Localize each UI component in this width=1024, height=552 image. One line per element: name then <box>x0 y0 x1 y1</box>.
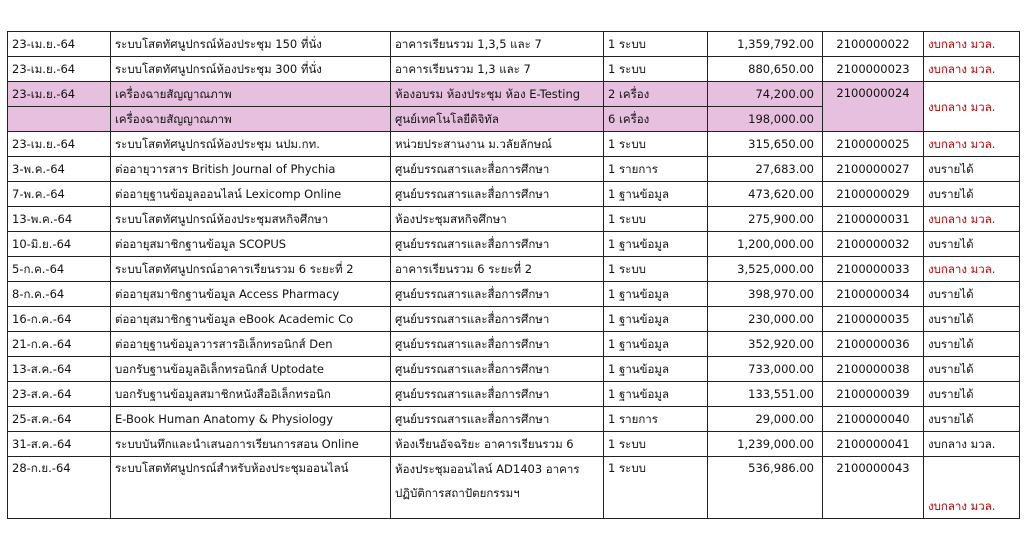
item-cell: ต่ออายุฐานข้อมูลวารสารอิเล็กทรอนิกส์ Den <box>111 332 391 357</box>
date-cell: 13-พ.ค.-64 <box>8 207 111 232</box>
quantity-cell: 1 ฐานข้อมูล <box>604 307 708 332</box>
item-cell: บอกรับฐานข้อมูลอิเล็กทรอนิกส์ Uptodate <box>111 357 391 382</box>
code-cell: 2100000024 <box>823 82 924 132</box>
quantity-cell: 1 ระบบ <box>604 32 708 57</box>
table-row <box>8 257 1020 282</box>
amount-cell: 74,200.00 <box>708 82 823 107</box>
table-row <box>8 332 1020 357</box>
code-cell: 2100000025 <box>823 132 924 157</box>
amount-cell: 352,920.00 <box>708 332 823 357</box>
item-cell: ต่ออายุวารสาร British Journal of Phychia <box>111 157 391 182</box>
budget-source-cell: งบรายได้ <box>924 357 1020 382</box>
location-cell: ศูนย์บรรณสารและสื่อการศึกษา <box>391 407 604 432</box>
item-cell: ระบบโสตทัศนูปกรณ์ห้องประชุม 150 ที่นั่ง <box>111 32 391 57</box>
table-row <box>8 207 1020 232</box>
table-row <box>8 357 1020 382</box>
code-cell: 2100000029 <box>823 182 924 207</box>
budget-source-cell: งบกลาง มวล. <box>924 82 1020 132</box>
budget-source-cell: งบรายได้ <box>924 232 1020 257</box>
table-row <box>8 182 1020 207</box>
table-row-highlighted <box>8 82 1020 107</box>
budget-source-cell: งบกลาง มวล. <box>924 257 1020 282</box>
budget-source-cell: งบรายได้ <box>924 382 1020 407</box>
code-cell: 2100000027 <box>823 157 924 182</box>
date-cell: 5-ก.ค.-64 <box>8 257 111 282</box>
table-body <box>8 32 1020 519</box>
date-cell: 23-ส.ค.-64 <box>8 382 111 407</box>
item-cell: ต่ออายุฐานข้อมูลออนไลน์ Lexicomp Online <box>111 182 391 207</box>
code-cell: 2100000034 <box>823 282 924 307</box>
item-cell: ต่ออายุสมาชิกฐานข้อมูล eBook Academic Co <box>111 307 391 332</box>
amount-cell: 133,551.00 <box>708 382 823 407</box>
quantity-cell: 1 ระบบ <box>604 457 708 519</box>
location-cell: ศูนย์บรรณสารและสื่อการศึกษา <box>391 182 604 207</box>
quantity-cell: 1 ระบบ <box>604 57 708 82</box>
date-cell: 21-ก.ค.-64 <box>8 332 111 357</box>
code-cell: 2100000039 <box>823 382 924 407</box>
amount-cell: 3,525,000.00 <box>708 257 823 282</box>
item-cell: ระบบโสตทัศนูปกรณ์อาคารเรียนรวม 6 ระยะที่ 2 <box>111 257 391 282</box>
date-cell: 10-มิ.ย.-64 <box>8 232 111 257</box>
date-cell: 16-ก.ค.-64 <box>8 307 111 332</box>
quantity-cell: 2 เครื่อง <box>604 82 708 107</box>
budget-source-cell: งบรายได้ <box>924 182 1020 207</box>
date-cell: 28-ก.ย.-64 <box>8 457 111 519</box>
amount-cell: 1,239,000.00 <box>708 432 823 457</box>
table-row <box>8 432 1020 457</box>
quantity-cell: 1 ระบบ <box>604 207 708 232</box>
table-row <box>8 307 1020 332</box>
item-cell: ต่ออายุสมาชิกฐานข้อมูล Access Pharmacy <box>111 282 391 307</box>
budget-source-cell: งบกลาง มวล. <box>924 32 1020 57</box>
location-cell: ศูนย์บรรณสารและสื่อการศึกษา <box>391 282 604 307</box>
item-cell: ระบบโสตทัศนูปกรณ์สำหรับห้องประชุมออนไลน์ <box>111 457 391 519</box>
item-cell: บอกรับฐานข้อมูลสมาชิกหนังสืออิเล็กทรอนิก <box>111 382 391 407</box>
table-row <box>8 382 1020 407</box>
budget-source-cell: งบกลาง มวล. <box>924 432 1020 457</box>
location-cell: ห้องประชุมออนไลน์ AD1403 อาคารปฏิบัติการสถาปัตยกรรมฯ <box>391 457 604 519</box>
code-cell: 2100000023 <box>823 57 924 82</box>
location-cell: ห้องเรียนอัจฉริยะ อาคารเรียนรวม 6 <box>391 432 604 457</box>
amount-cell: 315,650.00 <box>708 132 823 157</box>
quantity-cell: 1 ฐานข้อมูล <box>604 182 708 207</box>
amount-cell: 29,000.00 <box>708 407 823 432</box>
date-cell: 13-ส.ค.-64 <box>8 357 111 382</box>
code-cell: 2100000031 <box>823 207 924 232</box>
item-cell: ระบบโสตทัศนูปกรณ์ห้องประชุม นปม.กท. <box>111 132 391 157</box>
amount-cell: 536,986.00 <box>708 457 823 519</box>
budget-source-cell: งบรายได้ <box>924 407 1020 432</box>
code-cell: 2100000041 <box>823 432 924 457</box>
quantity-cell: 1 ฐานข้อมูล <box>604 232 708 257</box>
date-cell: 7-พ.ค.-64 <box>8 182 111 207</box>
item-cell: เครื่องฉายสัญญาณภาพ <box>111 107 391 132</box>
location-cell: ห้องประชุมสหกิจศึกษา <box>391 207 604 232</box>
item-cell: ระบบโสตทัศนูปกรณ์ห้องประชุม 300 ที่นั่ง <box>111 57 391 82</box>
table-row <box>8 232 1020 257</box>
code-cell: 2100000022 <box>823 32 924 57</box>
code-cell: 2100000035 <box>823 307 924 332</box>
budget-source-cell: งบกลาง มวล. <box>924 457 1020 519</box>
table-row <box>8 457 1020 519</box>
date-cell: 23-เม.ย.-64 <box>8 82 111 107</box>
quantity-cell: 1 ระบบ <box>604 132 708 157</box>
budget-source-cell: งบรายได้ <box>924 157 1020 182</box>
date-cell: 23-เม.ย.-64 <box>8 57 111 82</box>
budget-source-cell: งบรายได้ <box>924 332 1020 357</box>
location-cell: ห้องอบรม ห้องประชุม ห้อง E-Testing <box>391 82 604 107</box>
budget-source-cell: งบกลาง มวล. <box>924 207 1020 232</box>
quantity-cell: 1 รายการ <box>604 157 708 182</box>
budget-source-cell: งบรายได้ <box>924 307 1020 332</box>
table-row <box>8 57 1020 82</box>
code-cell: 2100000036 <box>823 332 924 357</box>
date-cell: 3-พ.ค.-64 <box>8 157 111 182</box>
location-cell: อาคารเรียนรวม 6 ระยะที่ 2 <box>391 257 604 282</box>
location-cell: ศูนย์บรรณสารและสื่อการศึกษา <box>391 357 604 382</box>
location-cell: ศูนย์บรรณสารและสื่อการศึกษา <box>391 157 604 182</box>
code-cell: 2100000038 <box>823 357 924 382</box>
date-cell <box>8 107 111 132</box>
code-cell: 2100000032 <box>823 232 924 257</box>
item-cell: เครื่องฉายสัญญาณภาพ <box>111 82 391 107</box>
amount-cell: 275,900.00 <box>708 207 823 232</box>
table-row <box>8 407 1020 432</box>
code-cell: 2100000043 <box>823 457 924 519</box>
location-cell: ศูนย์บรรณสารและสื่อการศึกษา <box>391 332 604 357</box>
table-row <box>8 132 1020 157</box>
amount-cell: 198,000.00 <box>708 107 823 132</box>
procurement-table <box>7 31 1020 519</box>
quantity-cell: 1 ฐานข้อมูล <box>604 332 708 357</box>
amount-cell: 1,359,792.00 <box>708 32 823 57</box>
quantity-cell: 1 ฐานข้อมูล <box>604 382 708 407</box>
date-cell: 23-เม.ย.-64 <box>8 32 111 57</box>
date-cell: 25-ส.ค.-64 <box>8 407 111 432</box>
table-row <box>8 32 1020 57</box>
table-row <box>8 157 1020 182</box>
quantity-cell: 1 ฐานข้อมูล <box>604 357 708 382</box>
location-cell: อาคารเรียนรวม 1,3 และ 7 <box>391 57 604 82</box>
location-cell: อาคารเรียนรวม 1,3,5 และ 7 <box>391 32 604 57</box>
date-cell: 8-ก.ค.-64 <box>8 282 111 307</box>
item-cell: ระบบบันทึกและนำเสนอการเรียนการสอน Online <box>111 432 391 457</box>
amount-cell: 1,200,000.00 <box>708 232 823 257</box>
amount-cell: 473,620.00 <box>708 182 823 207</box>
quantity-cell: 1 รายการ <box>604 407 708 432</box>
date-cell: 23-เม.ย.-64 <box>8 132 111 157</box>
code-cell: 2100000033 <box>823 257 924 282</box>
item-cell: E-Book Human Anatomy & Physiology <box>111 407 391 432</box>
location-cell: ศูนย์เทคโนโลยีดิจิทัล <box>391 107 604 132</box>
amount-cell: 27,683.00 <box>708 157 823 182</box>
budget-source-cell: งบรายได้ <box>924 282 1020 307</box>
code-cell: 2100000040 <box>823 407 924 432</box>
quantity-cell: 1 ฐานข้อมูล <box>604 282 708 307</box>
quantity-cell: 6 เครื่อง <box>604 107 708 132</box>
amount-cell: 398,970.00 <box>708 282 823 307</box>
location-cell: ศูนย์บรรณสารและสื่อการศึกษา <box>391 232 604 257</box>
table-row <box>8 282 1020 307</box>
amount-cell: 880,650.00 <box>708 57 823 82</box>
location-cell: ศูนย์บรรณสารและสื่อการศึกษา <box>391 382 604 407</box>
amount-cell: 230,000.00 <box>708 307 823 332</box>
location-cell: ศูนย์บรรณสารและสื่อการศึกษา <box>391 307 604 332</box>
item-cell: ระบบโสตทัศนูปกรณ์ห้องประชุมสหกิจศึกษา <box>111 207 391 232</box>
location-cell: หน่วยประสานงาน ม.วลัยลักษณ์ <box>391 132 604 157</box>
date-cell: 31-ส.ค.-64 <box>8 432 111 457</box>
quantity-cell: 1 ระบบ <box>604 257 708 282</box>
item-cell: ต่ออายุสมาชิกฐานข้อมูล SCOPUS <box>111 232 391 257</box>
quantity-cell: 1 ระบบ <box>604 432 708 457</box>
budget-source-cell: งบกลาง มวล. <box>924 57 1020 82</box>
amount-cell: 733,000.00 <box>708 357 823 382</box>
budget-source-cell: งบกลาง มวล. <box>924 132 1020 157</box>
